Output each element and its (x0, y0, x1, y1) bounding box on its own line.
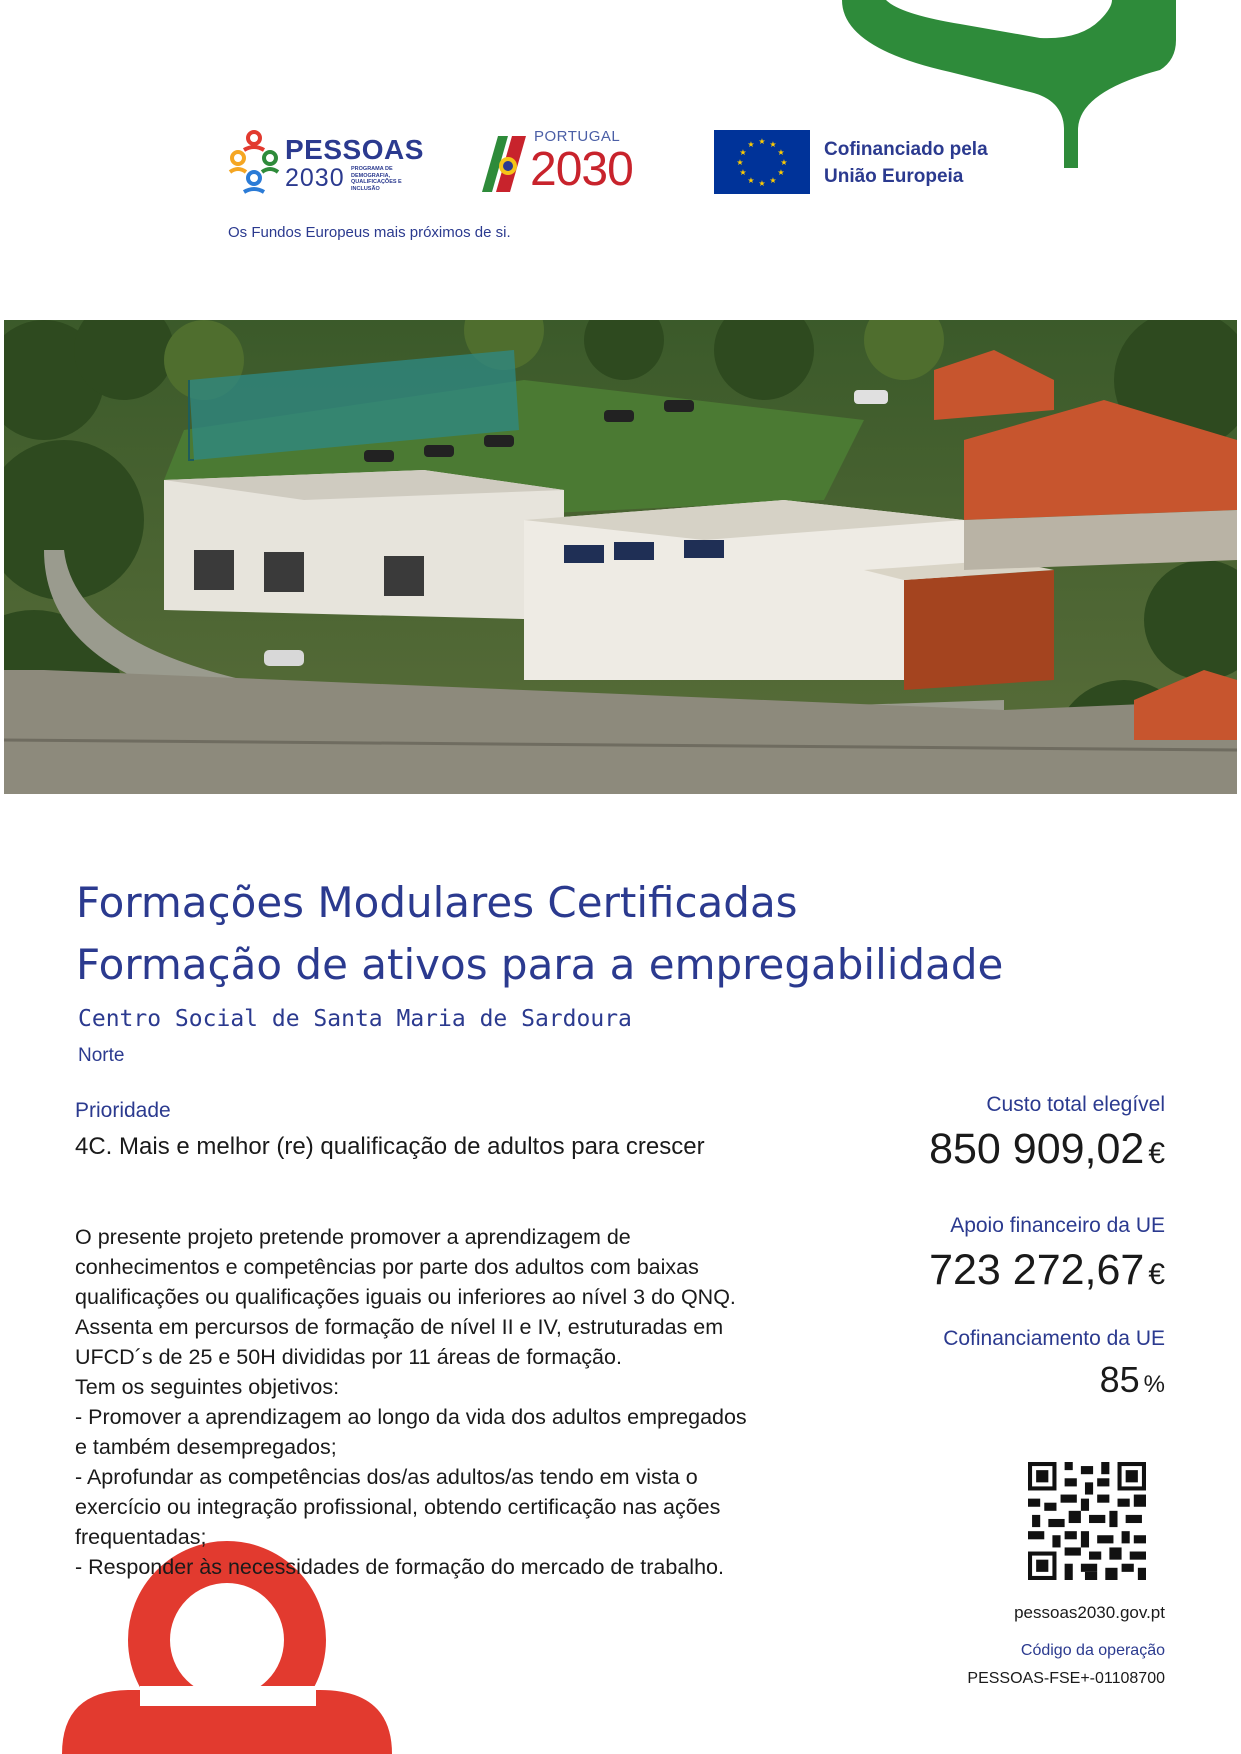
svg-text:★: ★ (777, 148, 785, 157)
pessoas-subtitle: PROGRAMA DE DEMOGRAFIA, QUALIFICAÇÕES E INCLUSÃO (351, 166, 402, 192)
eu-cofinancing-value (943, 1359, 1165, 1401)
eu-support-amount: 723 272,67 (929, 1246, 1145, 1294)
priority-value: 4C. Mais e melhor (re) qualificação de adultos para crescer (75, 1133, 705, 1160)
project-title-line2: Formação de ativos para a empregabilidade (76, 940, 1004, 989)
operation-code-label: Código da operação (1020, 1642, 1165, 1659)
svg-text:★: ★ (739, 148, 747, 157)
total-cost-amount: 850 909,02 (929, 1125, 1145, 1173)
eu-text-line1: Cofinanciado pela (824, 139, 988, 160)
eu-cofinancing-unit: % (1143, 1371, 1165, 1398)
tagline: Os Fundos Europeus mais próximos de si. (228, 224, 511, 241)
qr-code-icon[interactable] (1028, 1462, 1146, 1580)
portugal-year: 2030 (530, 143, 633, 196)
svg-text:★: ★ (769, 140, 777, 149)
svg-text:★: ★ (780, 158, 788, 167)
total-cost-value (929, 1125, 1165, 1174)
svg-text:★: ★ (747, 140, 755, 149)
eu-support-value (929, 1246, 1165, 1295)
svg-text:★: ★ (739, 168, 747, 177)
portugal-word: PORTUGAL (534, 128, 621, 145)
website-link[interactable]: pessoas2030.gov.pt (1014, 1603, 1165, 1622)
eu-support-label: Apoio financeiro da UE (950, 1214, 1165, 1237)
pessoas-year: 2030 (285, 164, 345, 192)
total-cost-unit: € (1148, 1137, 1165, 1170)
eu-support-block (929, 1214, 1165, 1295)
project-photo (4, 320, 1237, 794)
svg-text:★: ★ (758, 137, 766, 146)
pessoas-name: PESSOAS (285, 134, 424, 165)
total-cost-label: Custo total elegível (986, 1093, 1165, 1116)
svg-text:★: ★ (769, 176, 777, 185)
operation-code-value: PESSOAS-FSE+-01108700 (967, 1670, 1165, 1687)
region: Norte (78, 1045, 125, 1066)
eu-cofinancing-logo (714, 130, 1014, 196)
portugal-2030-logo (478, 128, 658, 198)
eu-cofinancing-amount: 85 (1099, 1359, 1140, 1400)
eu-text-line2: União Europeia (824, 166, 964, 187)
project-title (76, 872, 1003, 996)
eu-cofinancing-block (943, 1327, 1165, 1401)
project-description: O presente projeto pretende promover a aprendizagem de conhecimentos e competências por parte dos adultos com baixas qualificações ou qualificações iguais ou inferiores ao nível 3 do QNQ. Assenta em percursos de formação de nível II e IV, estruturadas em UFCD´s de 25 e 50H divididas por 11 áreas de formação. Tem os seguintes objetivos: - Promover a aprendizagem ao longo da vida dos adultos empregados e também desempregados; - Aprofundar as competências dos/as adultos/as tendo em vista o exercício ou integração profissional, obtendo certificação nas ações frequentadas; - Responder às necessidades de formação do mercado de trabalho. (75, 1225, 747, 1579)
portugal-flag-icon (478, 130, 530, 196)
pessoas-2030-logo (228, 128, 428, 198)
eu-text (824, 136, 988, 190)
pessoas-people-icon (228, 128, 280, 196)
priority-label: Prioridade (75, 1099, 171, 1122)
eu-flag-icon (714, 130, 810, 194)
svg-text:★: ★ (758, 179, 766, 188)
project-title-line1: Formações Modulares Certificadas (76, 878, 798, 927)
svg-text:★: ★ (736, 158, 744, 167)
svg-text:★: ★ (777, 168, 785, 177)
svg-text:★: ★ (747, 176, 755, 185)
total-cost-block (929, 1093, 1165, 1174)
eu-cofinancing-label: Cofinanciamento da UE (943, 1327, 1165, 1350)
eu-support-unit: € (1148, 1258, 1165, 1291)
beneficiary-name: Centro Social de Santa Maria de Sardoura (78, 1006, 632, 1032)
